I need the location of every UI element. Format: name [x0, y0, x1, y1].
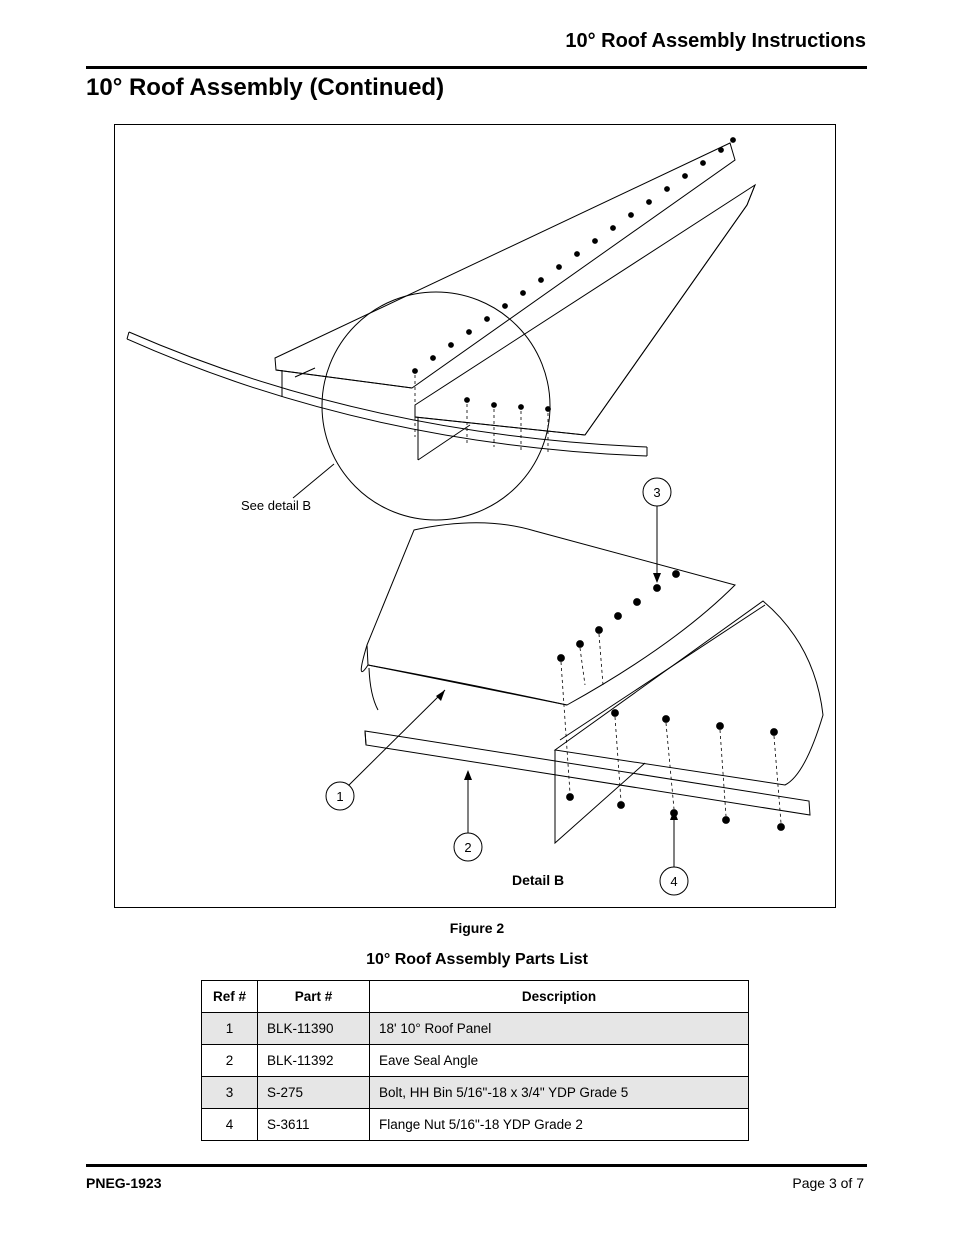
cell-description: Bolt, HH Bin 5/16"-18 x 3/4" YDP Grade 5 [370, 1077, 749, 1109]
cell-part: BLK-11390 [258, 1013, 370, 1045]
overview-roof-panel-left [275, 143, 735, 397]
figure-caption: Figure 2 [449, 920, 505, 936]
cell-ref: 2 [202, 1045, 258, 1077]
table-row [202, 1013, 749, 1045]
see-detail-label: See detail B [241, 498, 312, 513]
callout-3: 3 [653, 485, 661, 500]
table-row [202, 1045, 749, 1077]
column-header-ref: Ref # [202, 981, 258, 1013]
footer-doc-number: PNEG-1923 [86, 1175, 162, 1191]
header-rule [86, 66, 867, 69]
overview-roof-panel-right [415, 185, 755, 460]
column-header-description: Description [370, 981, 749, 1013]
footer-rule [86, 1164, 867, 1167]
parts-table [201, 980, 749, 1141]
table-row [202, 1109, 749, 1141]
cell-part: S-3611 [258, 1109, 370, 1141]
footer-page-number: Page 3 of 7 [792, 1175, 864, 1191]
cell-ref: 1 [202, 1013, 258, 1045]
assembly-drawing [115, 125, 837, 909]
cell-description: Eave Seal Angle [370, 1045, 749, 1077]
parts-list-title: 10° Roof Assembly Parts List [366, 951, 588, 968]
cell-ref: 4 [202, 1109, 258, 1141]
cell-ref: 3 [202, 1077, 258, 1109]
table-header-row [202, 981, 749, 1013]
page-title: 10° Roof Assembly (Continued) [86, 74, 445, 101]
callout-2: 2 [464, 840, 472, 855]
overview-bolts [413, 138, 736, 412]
cell-part: S-275 [258, 1077, 370, 1109]
detail-b-label: Detail B [512, 872, 565, 888]
overview-eave-angle [127, 332, 647, 456]
cell-description: Flange Nut 5/16"-18 YDP Grade 2 [370, 1109, 749, 1141]
column-header-part: Part # [258, 981, 370, 1013]
header-title: 10° Roof Assembly Instructions [565, 30, 866, 52]
figure-box [114, 124, 836, 908]
detail-roof-panel-left [361, 523, 735, 710]
cell-part: BLK-11392 [258, 1045, 370, 1077]
cell-description: 18' 10° Roof Panel [370, 1013, 749, 1045]
detail-circle [322, 292, 550, 520]
callout-1: 1 [336, 789, 344, 804]
detail-roof-panel-right [555, 601, 823, 843]
table-row [202, 1077, 749, 1109]
detail-eave-angle [365, 731, 810, 815]
callout-4: 4 [670, 874, 678, 889]
